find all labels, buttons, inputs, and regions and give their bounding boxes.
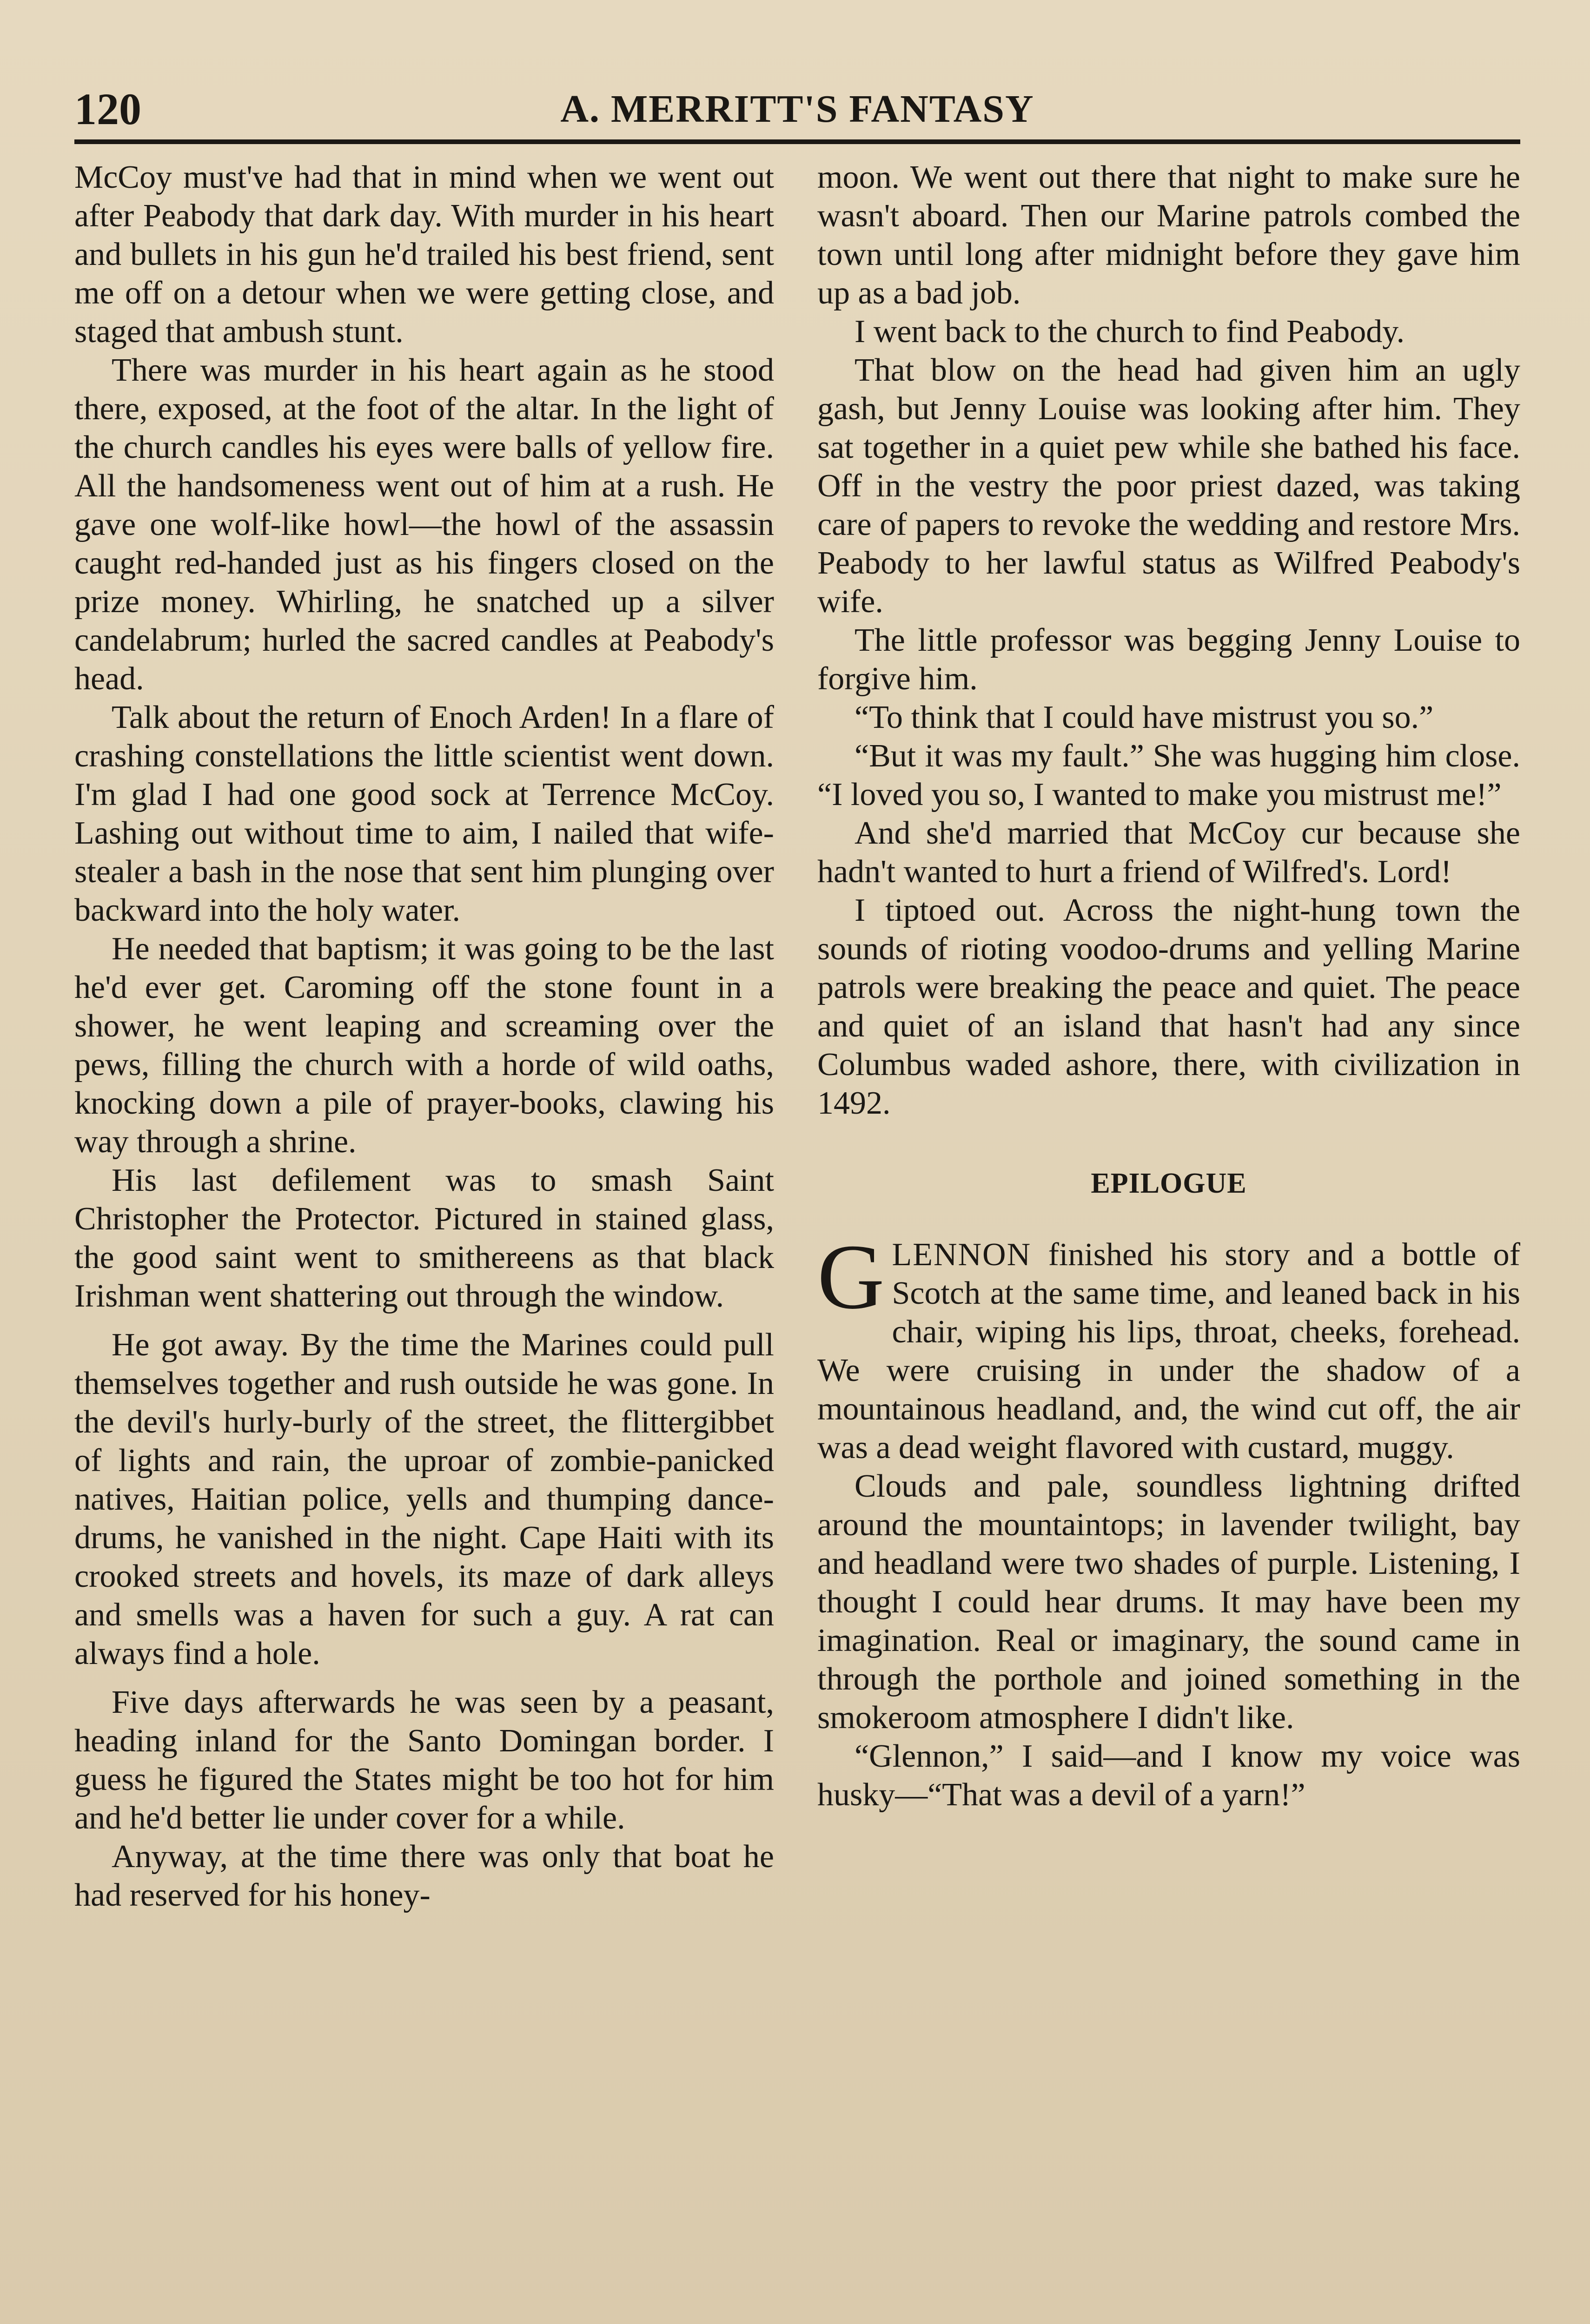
- paragraph: I went back to the church to find Peabody.: [855, 314, 1405, 350]
- page-header: [74, 84, 1520, 144]
- paragraph: Talk about the return of Enoch Arden! In a flare of crashing constellations the little scientist went down. I'm glad I had one good sock at Terrence McCoy. Lashing out without time to aim, I nailed that wife-stealer a bash in the nose that sent him plunging over backward into the holy water.: [74, 700, 774, 928]
- paragraph: “But it was my fault.” She was hugging him close. “I loved you so, I wanted to make you mistrust me!”: [817, 738, 1520, 812]
- paragraph: “Glennon,” I said—and I know my voice was husky—“That was a devil of a yarn!”: [817, 1738, 1520, 1813]
- paragraph: McCoy must've had that in mind when we went out after Peabody that dark day. With murder in his heart and bullets in his gun he'd trailed his best friend, sent me off on a detour when we were getting close, and staged that ambush stunt.: [74, 159, 774, 350]
- paragraph: And she'd married that McCoy cur because she hadn't wanted to hurt a friend of Wilfred's. Lord!: [817, 815, 1520, 890]
- paragraph-gap: [74, 1673, 774, 1683]
- epilogue-heading: EPILOGUE: [1091, 1168, 1247, 1199]
- paragraph-gap: [74, 1315, 774, 1326]
- paragraph: I tiptoed out. Across the night-hung town the sounds of rioting voodoo-drums and yelling Marine patrols were breaking the peace and quiet. The peace and quiet of an island that hasn't had any since Columbus waded ashore, there, with civilization in 1492.: [817, 892, 1520, 1121]
- paragraph: That blow on the head had given him an ugly gash, but Jenny Louise was looking after him. They sat together in a quiet pew while she bathed his face. Off in the vestry the poor priest dazed, was taking care of papers to revoke the wedding and restore Mrs. Peabody to her lawful status as Wilfred Peabody's wife.: [817, 352, 1520, 620]
- paragraph: “To think that I could have mistrust you so.”: [855, 700, 1434, 735]
- drop-cap: G: [817, 1226, 885, 1328]
- paragraph: Clouds and pale, soundless lightning drifted around the mountaintops; in lavender twilight, bay and headland were two shades of purple. Listening, I thought I could hear drums. It may have been my imagination. Real or imaginary, the sound came in through the porthole and joined something in the smokeroom atmosphere I didn't like.: [817, 1468, 1520, 1736]
- paragraph: He got away. By the time the Marines could pull themselves together and rush outside he was gone. In the devil's hurly-burly of the street, the flittergibbet of lights and rain, the uproar of zombie-panicked natives, Haitian police, yells and thumping dance-drums, he vanished in the night. Cape Haiti with its crooked streets and hovels, its maze of dark alleys and smells was a haven for such a guy. A rat can always find a hole.: [74, 1327, 774, 1671]
- paragraph: Anyway, at the time there was only that boat he had reserved for his honey-: [74, 1839, 774, 1913]
- small-caps-word: LENNON: [892, 1237, 1032, 1273]
- left-column: [74, 158, 774, 1915]
- running-title: A. MERRITT'S FANTASY: [560, 87, 1034, 131]
- page-number: 120: [74, 84, 141, 134]
- paragraph: The little professor was begging Jenny Louise to forgive him.: [817, 622, 1520, 697]
- paragraph-text: finished his story and a bottle of Scotch at the same time, and leaned back in his chair, wiping his lips, throat, cheeks, forehead. We were cruising in under the shadow of a mountainous headland, and, the wind cut off, the air was a dead weight flavored with custard, muggy.: [817, 1237, 1520, 1466]
- epilogue-opening-paragraph: [817, 1226, 1520, 1467]
- paragraph: Five days afterwards he was seen by a peasant, heading inland for the Santo Domingan border. I guess he figured the States might be too hot for him and he'd better lie under cover for a while.: [74, 1684, 774, 1836]
- paragraph: There was murder in his heart again as he stood there, exposed, at the foot of the altar. In the light of the church candles his eyes were balls of yellow fire. All the handsomeness went out of him at a rush. He gave one wolf-like howl—the howl of the assassin caught red-handed just as his fingers closed on the prize money. Whirling, he snatched up a silver candelabrum; hurled the sacred candles at Peabody's head.: [74, 352, 774, 697]
- right-column: [817, 158, 1520, 1814]
- paragraph: moon. We went out there that night to make sure he wasn't aboard. Then our Marine patrols combed the town until long after midnight before they gave him up as a bad job.: [817, 159, 1520, 311]
- paragraph: He needed that baptism; it was going to be the last he'd ever get. Caroming off the stone fount in a shower, he went leaping and screaming over the pews, filling the church with a horde of wild oaths, knocking down a pile of prayer-books, clawing his way through a shrine.: [74, 931, 774, 1160]
- paragraph: His last defilement was to smash Saint Christopher the Protector. Pictured in stained glass, the good saint went to smithereens as that black Irishman went shattering out through the window.: [74, 1162, 774, 1314]
